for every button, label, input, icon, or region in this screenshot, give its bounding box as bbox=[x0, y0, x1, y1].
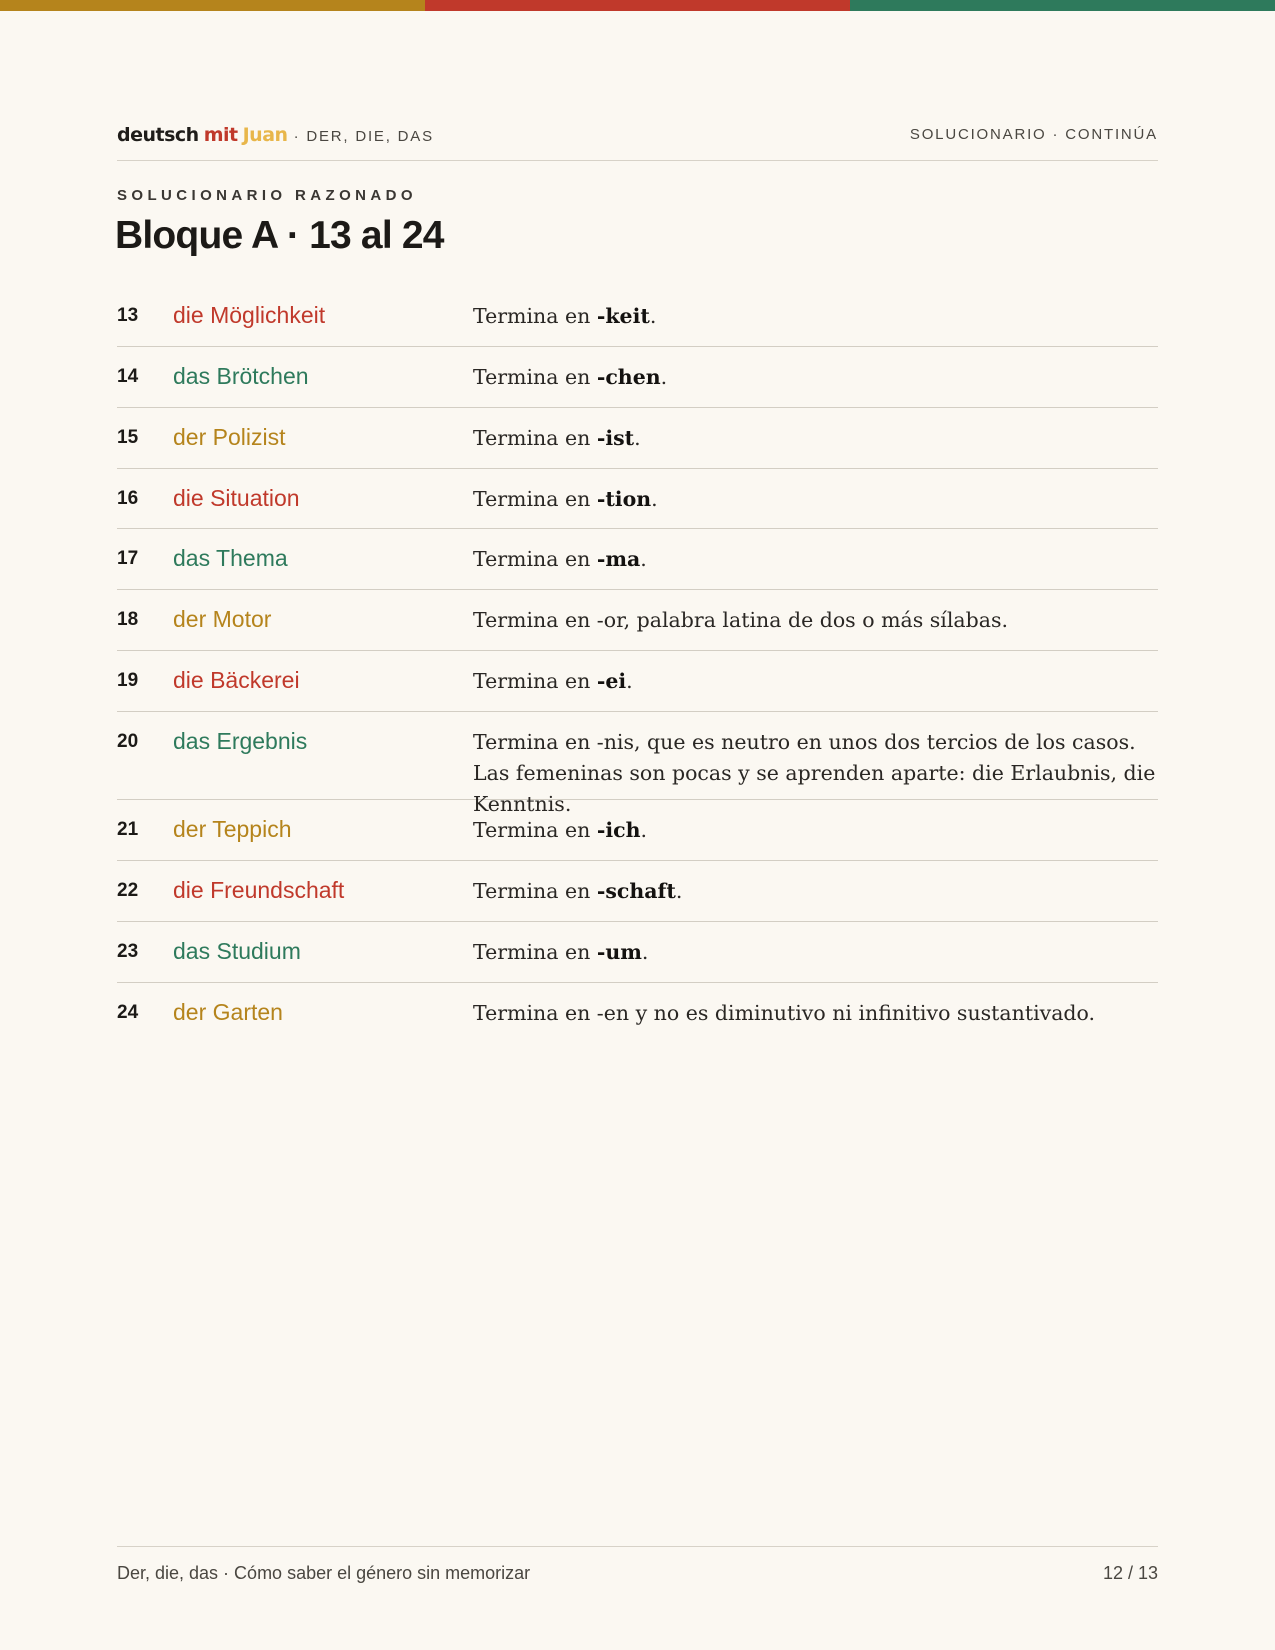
footer-title: Der, die, das · Cómo saber el género sin memorizar bbox=[117, 1563, 531, 1583]
rule-suffix: -um bbox=[596, 940, 642, 964]
rule-explanation bbox=[473, 712, 1158, 816]
noun-with-article: die Freundschaft bbox=[173, 877, 345, 903]
rule-suffix: -ei bbox=[596, 669, 627, 693]
rule-punctuation: . bbox=[675, 879, 683, 903]
item-number: 18 bbox=[117, 609, 139, 630]
table-row bbox=[117, 529, 1158, 590]
rule-text: Termina en -nis, que es neutro en unos dos tercios de los casos. Las femeninas son pocas y se aprenden aparte: die Erlaubnis, die Kenntnis. bbox=[473, 730, 1156, 816]
rule-punctuation: . bbox=[651, 487, 658, 511]
top-bar-der bbox=[0, 0, 425, 11]
item-number: 19 bbox=[117, 670, 139, 691]
rule-suffix: -ich bbox=[596, 818, 641, 842]
table-row bbox=[117, 712, 1158, 816]
top-bar-das bbox=[850, 0, 1275, 11]
rule-text: Termina en bbox=[473, 940, 597, 964]
brand-logo bbox=[117, 124, 288, 146]
rule-text: Termina en bbox=[473, 365, 597, 389]
noun-with-article: die Situation bbox=[173, 485, 300, 511]
header-section-label: SOLUCIONARIO · CONTINÚA bbox=[909, 126, 1158, 143]
table-row bbox=[117, 347, 1158, 408]
item-number: 14 bbox=[117, 366, 139, 387]
rule-punctuation: . bbox=[660, 365, 668, 389]
item-number: 20 bbox=[117, 731, 139, 752]
page-footer bbox=[117, 1546, 1158, 1586]
item-number: 15 bbox=[117, 427, 139, 448]
rule-explanation bbox=[473, 983, 1158, 1044]
top-color-bar bbox=[0, 0, 1275, 11]
table-row bbox=[117, 861, 1158, 922]
table-row bbox=[117, 590, 1158, 651]
item-number: 24 bbox=[117, 1002, 139, 1023]
noun-with-article: der Polizist bbox=[173, 424, 286, 450]
rule-suffix: -schaft bbox=[596, 879, 676, 903]
noun-with-article: das Thema bbox=[173, 545, 288, 571]
noun-with-article: der Garten bbox=[173, 999, 283, 1025]
table-row bbox=[117, 983, 1158, 1044]
table-row bbox=[117, 651, 1158, 712]
rule-explanation bbox=[473, 529, 1158, 589]
brand-word-mit: mit bbox=[203, 124, 238, 146]
top-bar-die bbox=[425, 0, 850, 11]
item-number: 16 bbox=[117, 488, 139, 509]
rule-punctuation: . bbox=[634, 426, 641, 450]
brand-word-juan: Juan bbox=[242, 124, 288, 146]
rule-explanation bbox=[473, 286, 1158, 346]
rule-suffix: -ist bbox=[596, 426, 635, 450]
item-number: 23 bbox=[117, 941, 139, 962]
rule-text: Termina en -en y no es diminutivo ni infinitivo sustantivado. bbox=[473, 1001, 1096, 1025]
rule-punctuation: . bbox=[649, 304, 657, 328]
rule-explanation bbox=[473, 800, 1158, 860]
noun-with-article: das Ergebnis bbox=[173, 728, 308, 754]
rule-explanation bbox=[473, 408, 1158, 468]
rule-punctuation: . bbox=[640, 818, 648, 842]
table-row bbox=[117, 286, 1158, 347]
item-number: 17 bbox=[117, 548, 139, 569]
noun-with-article: das Studium bbox=[173, 938, 301, 964]
brand-word-deutsch: deutsch bbox=[117, 124, 199, 146]
solution-list bbox=[117, 286, 1158, 1044]
section-kicker: SOLUCIONARIO RAZONADO bbox=[117, 187, 417, 204]
rule-text: Termina en bbox=[473, 818, 597, 842]
rule-text: Termina en bbox=[473, 669, 597, 693]
table-row bbox=[117, 408, 1158, 469]
rule-explanation bbox=[473, 590, 1158, 650]
rule-suffix: -tion bbox=[596, 487, 652, 511]
item-number: 13 bbox=[117, 305, 139, 326]
item-number: 22 bbox=[117, 880, 139, 901]
page-header bbox=[117, 120, 1158, 161]
rule-explanation bbox=[473, 347, 1158, 407]
table-row bbox=[117, 922, 1158, 983]
rule-text: Termina en bbox=[473, 879, 597, 903]
rule-explanation bbox=[473, 651, 1158, 711]
rule-suffix: -ma bbox=[596, 547, 641, 571]
item-number: 21 bbox=[117, 819, 139, 840]
brand-suffix: · DER, DIE, DAS bbox=[293, 128, 434, 145]
rule-punctuation: . bbox=[641, 940, 649, 964]
rule-text: Termina en bbox=[473, 547, 597, 571]
rule-explanation bbox=[473, 922, 1158, 982]
page-title: Bloque A · 13 al 24 bbox=[115, 214, 444, 257]
rule-explanation bbox=[473, 469, 1158, 528]
rule-punctuation: . bbox=[640, 547, 647, 571]
brand bbox=[117, 124, 434, 146]
noun-with-article: das Brötchen bbox=[173, 363, 309, 389]
rule-text: Termina en bbox=[473, 426, 597, 450]
rule-text: Termina en -or, palabra latina de dos o más sílabas. bbox=[473, 608, 1009, 632]
page-number: 12 / 13 bbox=[1102, 1563, 1158, 1583]
table-row bbox=[117, 469, 1158, 529]
noun-with-article: die Bäckerei bbox=[173, 667, 300, 693]
rule-explanation bbox=[473, 861, 1158, 921]
rule-text: Termina en bbox=[473, 487, 597, 511]
rule-text: Termina en bbox=[473, 304, 597, 328]
rule-punctuation: . bbox=[626, 669, 633, 693]
table-row bbox=[117, 800, 1158, 861]
noun-with-article: der Teppich bbox=[173, 816, 292, 842]
rule-suffix: -keit bbox=[596, 304, 650, 328]
rule-suffix: -chen bbox=[596, 365, 661, 389]
noun-with-article: der Motor bbox=[173, 606, 272, 632]
noun-with-article: die Möglichkeit bbox=[173, 302, 326, 328]
